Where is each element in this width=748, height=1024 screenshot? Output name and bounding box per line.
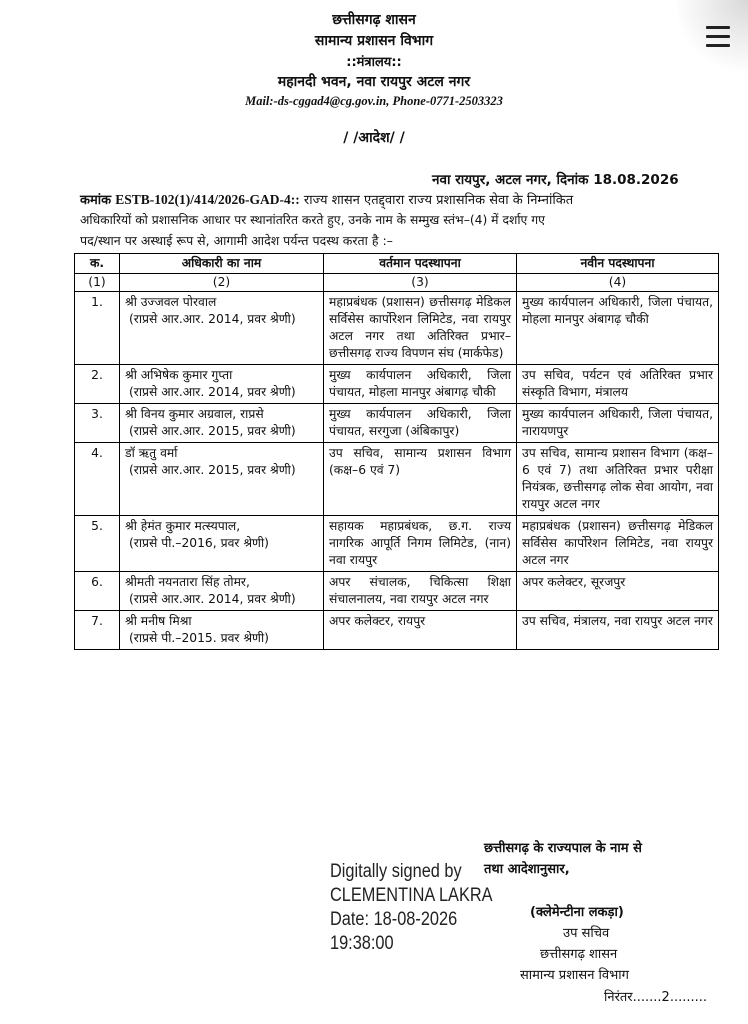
transfer-table bbox=[74, 253, 719, 650]
officer-service: (राप्रसे आर.आर. 2014, प्रवर श्रेणी) bbox=[129, 592, 296, 606]
serial-number: 2. bbox=[75, 365, 120, 404]
officer-cell bbox=[120, 292, 324, 365]
serial-number: 5. bbox=[75, 516, 120, 572]
officer-name: श्री अभिषेक कुमार गुप्ता bbox=[125, 368, 233, 382]
order-number-label: कमांक bbox=[80, 193, 112, 208]
officer-name: श्री उज्जवल पोरवाल bbox=[125, 295, 217, 309]
column-number-row bbox=[75, 274, 719, 292]
header-new-posting: नवीन पदस्थापना bbox=[517, 254, 719, 274]
intro-text-2: अधिकारियों को प्रशासनिक आधार पर स्थानांतरित करते हुए, उनके नाम के सम्मुख स्तंभ–(4) में दर्शाए गए bbox=[80, 213, 545, 227]
table-row bbox=[75, 516, 719, 572]
column-number: (3) bbox=[324, 274, 517, 292]
table-row bbox=[75, 443, 719, 516]
current-posting: सहायक महाप्रबंधक, छ.ग. राज्य नागरिक आपूर्ति निगम लिमिटेड, (नान) नवा रायपुर bbox=[324, 516, 517, 572]
order-number: ESTB-102(1)/414/2026-GAD-4:: bbox=[115, 192, 300, 207]
digital-signature-line: Digitally signed by bbox=[330, 861, 462, 882]
header-officer-name: अधिकारी का नाम bbox=[120, 254, 324, 274]
digital-signature-line: Date: 18-08-2026 bbox=[330, 909, 458, 930]
officer-name: श्री विनय कुमार अग्रवाल, राप्रसे bbox=[125, 407, 264, 421]
order-date: नवा रायपुर, अटल नगर, दिनांक 18.08.2026 bbox=[432, 172, 679, 188]
officer-service: (राप्रसे पी.–2015. प्रवर श्रेणी) bbox=[129, 631, 269, 645]
current-posting: उप सचिव, सामान्य प्रशासन विभाग (कक्ष–6 एवं 7) bbox=[324, 443, 517, 516]
officer-service: (राप्रसे पी.–2016, प्रवर श्रेणी) bbox=[129, 536, 269, 550]
signatory-post: उप सचिव bbox=[563, 926, 610, 941]
officer-cell bbox=[120, 404, 324, 443]
digital-signature-stamp bbox=[330, 860, 493, 956]
continued-page-marker: निरंतर.......2......... bbox=[604, 990, 708, 1005]
serial-number: 7. bbox=[75, 611, 120, 650]
new-posting: महाप्रबंधक (प्रशासन) छत्तीसगढ़ मेडिकल सर्विसेस कार्पोरेशन लिमिटेड, नवा रायपुर अटल नगर bbox=[517, 516, 719, 572]
digital-signature-line: 19:38:00 bbox=[330, 933, 394, 954]
header-serial: क. bbox=[75, 254, 120, 274]
serial-number: 4. bbox=[75, 443, 120, 516]
officer-cell bbox=[120, 516, 324, 572]
order-number-line bbox=[80, 190, 573, 208]
signatory-name: (क्लेमेन्टीना लकड़ा) bbox=[530, 905, 624, 920]
order-title: / /आदेश/ / bbox=[343, 130, 405, 146]
officer-name: श्रीमती नयनतारा सिंह तोमर, bbox=[125, 575, 250, 589]
officer-cell bbox=[120, 443, 324, 516]
current-posting: मुख्य कार्यपालन अधिकारी, जिला पंचायत, सरगुजा (अंबिकापुर) bbox=[324, 404, 517, 443]
current-posting: महाप्रबंधक (प्रशासन) छत्तीसगढ़ मेडिकल सर्विसेस कार्पोरेशन लिमिटेड, नवा रायपुर अटल नगर तथा अतिरिक्त प्रभार–छत्तीसगढ़ राज्य विपणन संघ (मार्कफेड) bbox=[324, 292, 517, 365]
new-posting: उप सचिव, पर्यटन एवं अतिरिक्त प्रभार संस्कृति विभाग, मंत्रालय bbox=[517, 365, 719, 404]
serial-number: 6. bbox=[75, 572, 120, 611]
officer-name: श्री हेमंत कुमार मत्स्यपाल, bbox=[125, 519, 241, 533]
current-posting: अपर कलेक्टर, रायपुर bbox=[324, 611, 517, 650]
column-number: (1) bbox=[75, 274, 120, 292]
officer-cell bbox=[120, 365, 324, 404]
header-current-posting: वर्तमान पदस्थापना bbox=[324, 254, 517, 274]
table-row bbox=[75, 404, 719, 443]
intro-text-3: पद/स्थान पर अस्थाई रूप से, आगामी आदेश पर्यन्त पदस्थ करता है :– bbox=[80, 233, 393, 248]
signatory-dept: सामान्य प्रशासन विभाग bbox=[520, 968, 629, 983]
table-header-row bbox=[75, 254, 719, 274]
serial-number: 1. bbox=[75, 292, 120, 365]
column-number: (2) bbox=[120, 274, 324, 292]
officer-service: (राप्रसे आर.आर. 2015, प्रवर श्रेणी) bbox=[129, 463, 296, 477]
current-posting: मुख्य कार्यपालन अधिकारी, जिला पंचायत, मोहला मानपुर अंबागढ़ चौकी bbox=[324, 365, 517, 404]
new-posting: उप सचिव, सामान्य प्रशासन विभाग (कक्ष–6 एवं 7) तथा अतिरिक्त प्रभार परीक्षा नियंत्रक, छत्तीसगढ़ लोक सेवा आयोग, नवा रायपुर अटल नगर bbox=[517, 443, 719, 516]
digital-signature-line: CLEMENTINA LAKRA bbox=[330, 885, 493, 906]
officer-cell bbox=[120, 572, 324, 611]
header-department: सामान्य प्रशासन विभाग bbox=[314, 33, 434, 49]
column-number: (4) bbox=[517, 274, 719, 292]
serial-number: 3. bbox=[75, 404, 120, 443]
new-posting: अपर कलेक्टर, सूरजपुर bbox=[517, 572, 719, 611]
governor-line-2: तथा आदेशानुसार, bbox=[484, 862, 570, 877]
governor-line-1: छत्तीसगढ़ के राज्यपाल के नाम से bbox=[484, 841, 642, 856]
officer-service: (राप्रसे आर.आर. 2015, प्रवर श्रेणी) bbox=[129, 424, 296, 438]
header-address: महानदी भवन, नवा रायपुर अटल नगर bbox=[277, 74, 471, 90]
new-posting: उप सचिव, मंत्रालय, नवा रायपुर अटल नगर bbox=[517, 611, 719, 650]
officer-cell bbox=[120, 611, 324, 650]
officer-name: श्री मनीष मिश्रा bbox=[125, 614, 192, 628]
officer-name: डॉ ऋतु वर्मा bbox=[125, 446, 178, 460]
new-posting: मुख्य कार्यपालन अधिकारी, जिला पंचायत, मोहला मानपुर अंबागढ़ चौकी bbox=[517, 292, 719, 365]
officer-service: (राप्रसे आर.आर. 2014, प्रवर श्रेणी) bbox=[129, 385, 296, 399]
officer-service: (राप्रसे आर.आर. 2014, प्रवर श्रेणी) bbox=[129, 312, 296, 326]
new-posting: मुख्य कार्यपालन अधिकारी, जिला पंचायत, नारायणपुर bbox=[517, 404, 719, 443]
table-row bbox=[75, 572, 719, 611]
intro-text-1: राज्य शासन एतद्द्वारा राज्य प्रशासनिक सेवा के निम्नांकित bbox=[303, 193, 574, 208]
signatory-govt: छत्तीसगढ़ शासन bbox=[540, 947, 618, 962]
header-ministry: ::मंत्रालय:: bbox=[346, 55, 402, 70]
table-row bbox=[75, 611, 719, 650]
header-contact: Mail:-ds-cggad4@cg.gov.in, Phone-0771-2503323 bbox=[245, 94, 503, 108]
current-posting: अपर संचालक, चिकित्सा शिक्षा संचालनालय, नवा रायपुर अटल नगर bbox=[324, 572, 517, 611]
table-row bbox=[75, 365, 719, 404]
header-govt: छत्तीसगढ़ शासन bbox=[332, 12, 416, 28]
table-row bbox=[75, 292, 719, 365]
